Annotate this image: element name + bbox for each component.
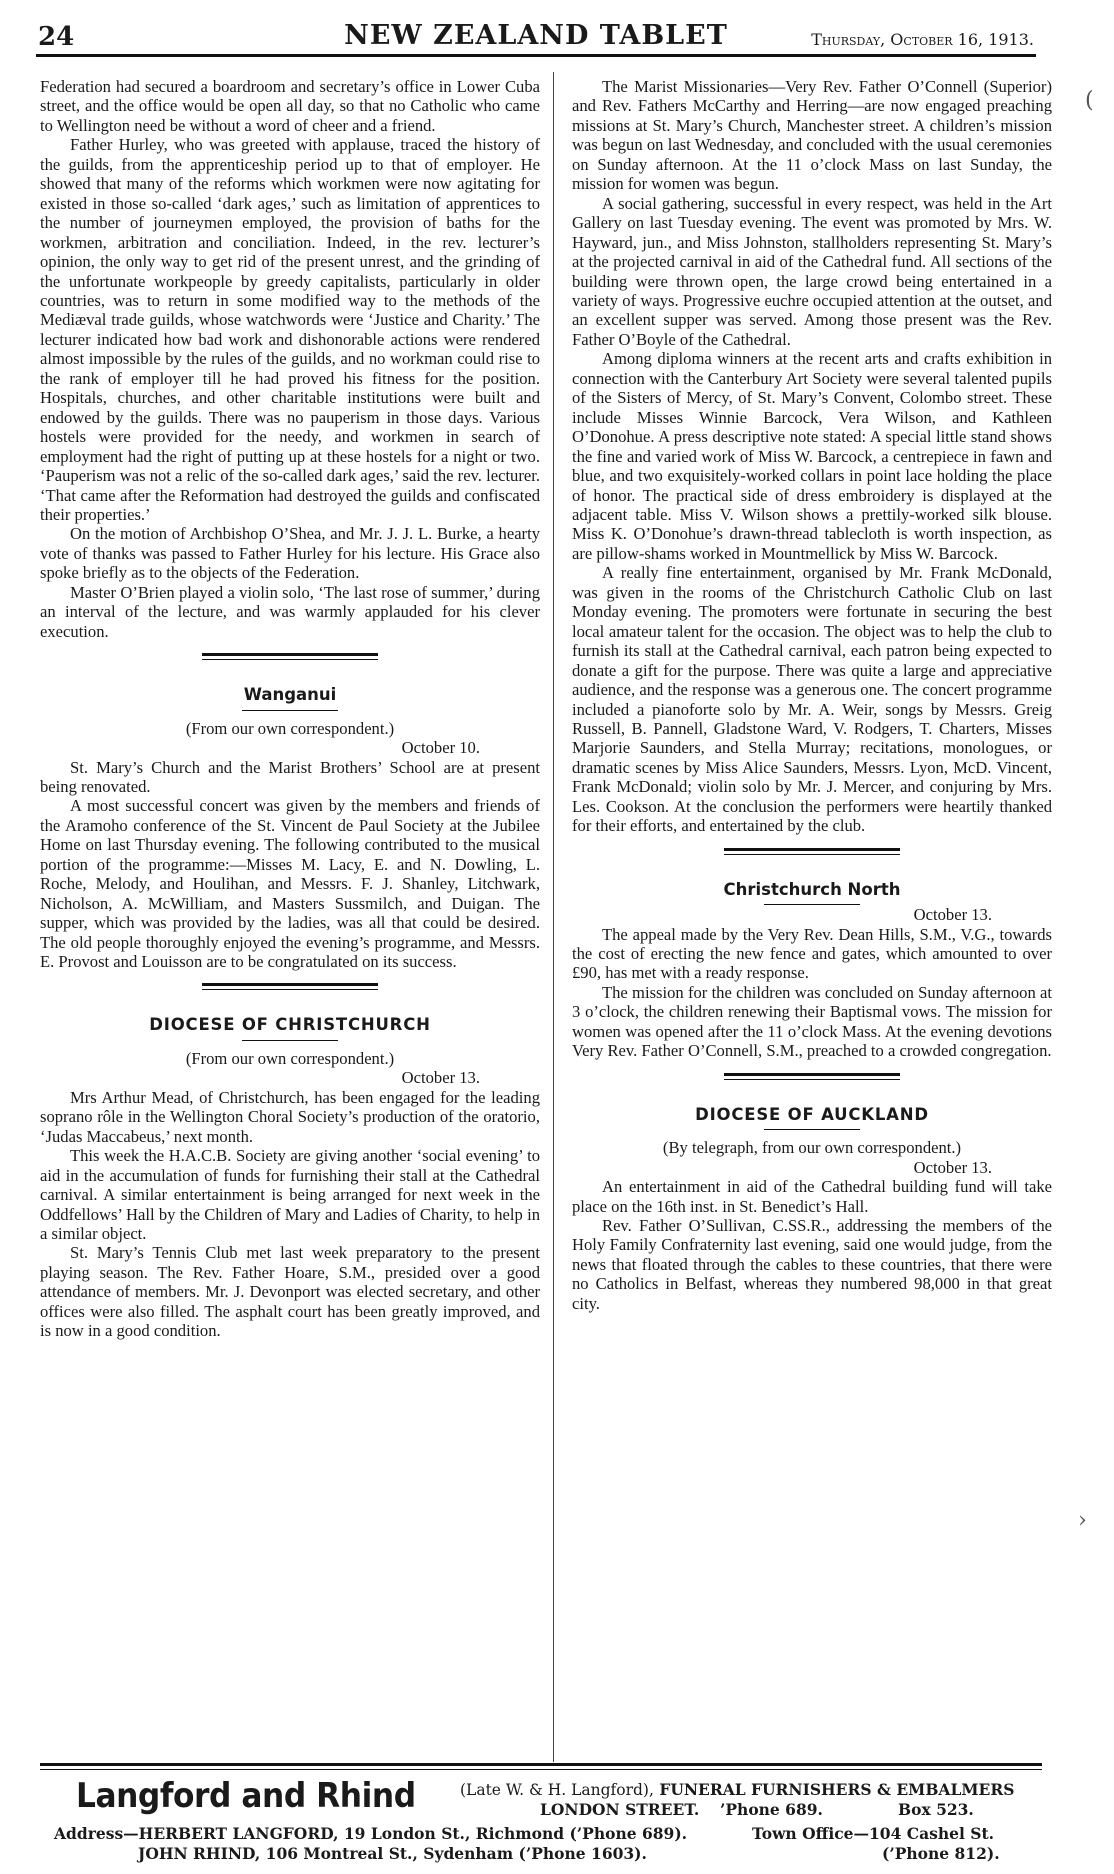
paragraph: On the motion of Archbishop O’Shea, and Mr. J. J. L. Burke, a hearty vote of thanks was passed to Father Hurley for his lecture. His Grace also spoke briefly as to the objects of the Federation. (40, 524, 540, 583)
section-heading-wanganui: Wanganui (243, 685, 337, 705)
paragraph: St. Mary’s Church and the Marist Brothers’ School are at present being renovated. (40, 757, 540, 796)
paragraph: Master O’Brien played a violin solo, ‘The last rose of summer,’ during an interval of the lecture, and was warmly applauded for his clever execution. (40, 582, 540, 641)
dateline: October 13. (401, 1068, 480, 1088)
paragraph: A most successful concert was given by the members and friends of the Aramoho conference of the St. Vincent de Paul Society at the Jubilee Home on last Thursday evening. The following contributed to the musical portion of the programme:—Misses M. Lacy, E. and N. Dowling, L. Roche, Melody, and Houlihan, and Messrs. F. J. Shanley, Litchwark, Nicholson, A. McWilliam, and Masters Sussmilch, and Duigan. The supper, which was provided by the ladies, was all that could be desired. The old people thoroughly enjoyed the evening’s programme, and Messrs. E. Provost and Louisson are to be congratulated on its success. (40, 796, 540, 972)
paragraph: Federation had secured a boardroom and secretary’s office in Lower Cuba street, and the office would be open all day, so that no Catholic who came to Wellington need be without a word of cheer and a friend. (40, 77, 540, 135)
advertiser-description (460, 1780, 1014, 1799)
paragraph: The appeal made by the Very Rev. Dean Hills, S.M., V.G., towards the cost of erecting the new fence and gates, which amounted to over £90, has met with a ready response. (572, 924, 1052, 983)
heading-rule (242, 710, 338, 711)
footer-rule (40, 1769, 1042, 1770)
paragraph: St. Mary’s Tennis Club met last week preparatory to the present playing season. The Rev. Father Hoare, S.M., presided over a good attendance of members. Mr. J. Devonport was elected secretary, and other offices were also filled. The asphalt court has been greatly improved, and is now in a good condition. (40, 1243, 540, 1341)
section-heading-christchurch: DIOCESE OF CHRISTCHURCH (149, 1015, 431, 1035)
correspondent-line: (By telegraph, from our own correspondent.) (662, 1138, 962, 1158)
paragraph: Among diploma winners at the recent arts and crafts exhibition in connection with the Canterbury Art Society were several talented pupils of the Sisters of Mercy, of St. Mary’s Convent, Colombo street. These include Misses Winnie Barcock, Vera Wilson, and Kathleen O’Donohue. A press descriptive note stated: A special little stand shows the fine and varied work of Miss W. Barcock, a centrepiece in fawn and blue, and two exquisitely-worked collars in point lace holding the place of honor. The practical side of dress embroidery is displayed at the adjacent table. Miss V. Wilson shows a prettily-worked silk blouse. Miss K. O’Donohue’s drawn-thread tablecloth is worth inspection, as are pillow-shams worked in Mountmellick by Miss W. Barcock. (572, 349, 1052, 563)
paragraph: A social gathering, successful in every respect, was held in the Art Gallery on last Tuesday evening. The event was promoted by Mrs. W. Hayward, jun., and Miss Johnston, stallholders representing St. Mary’s at the projected carnival in aid of the Cathedral fund. All sections of the building were thrown open, the large crowd being entertained in a variety of ways. Progressive euchre occupied attention at the outset, and an excellent supper was served. Among those present was the Rev. Father O’Boyle of the Cathedral. (572, 193, 1052, 349)
town-office-phone: (’Phone 812). (882, 1844, 1000, 1863)
publication-title: NEW ZEALAND TABLET (344, 20, 728, 51)
section-separator (202, 653, 378, 663)
section-heading-christchurch-north: Christchurch North (723, 879, 901, 899)
page-number: 24 (38, 22, 75, 52)
correspondent-line: (From our own correspondent.) (185, 1048, 395, 1068)
paragraph: The mission for the children was concluded on Sunday afternoon at 3 o’clock, the children renewing their Baptismal vows. The mission for women was opened after the 11 o’clock Mass. At the evening devotions Very Rev. Father O’Connell, S.M., preached to a crowded congregation. (572, 982, 1052, 1061)
footer-rule (40, 1763, 1042, 1766)
services: FUNERAL FURNISHERS & EMBALMERS (659, 1780, 1015, 1799)
section-separator (202, 983, 378, 993)
heading-rule (242, 1040, 338, 1041)
left-column (40, 77, 540, 1341)
advertiser-phone: ’Phone 689. (720, 1800, 823, 1819)
address-line-2: JOHN RHIND, 106 Montreal St., Sydenham (’Phone 1603). (138, 1844, 647, 1863)
column-divider (553, 72, 554, 1762)
advertiser-name: Langford and Rhind (76, 1776, 416, 1816)
heading-rule (764, 1129, 860, 1130)
margin-mark: › (1078, 1508, 1087, 1533)
advertiser-box: Box 523. (898, 1800, 974, 1819)
right-column (572, 77, 1052, 1313)
paragraph: Rev. Father O’Sullivan, C.SS.R., addressing the members of the Holy Family Confraternity last evening, said one would judge, from the news that floated through the cables to these countries, that there were no Catholics in Belfast, whereas they numbered 98,000 in that great city. (572, 1216, 1052, 1313)
section-separator (724, 1073, 900, 1083)
correspondent-line: (From our own correspondent.) (185, 718, 395, 738)
address-line-1: Address—HERBERT LANGFORD, 19 London St., Richmond (’Phone 689). (54, 1824, 688, 1843)
paragraph: The Marist Missionaries—Very Rev. Father O’Connell (Superior) and Rev. Fathers McCarthy and Herring—are now engaged preaching missions at St. Mary’s Church, Manchester street. A children’s mission was begun on last Wednesday, and concluded with the usual ceremonies on Sunday afternoon. At the 11 o’clock Mass on last Sunday, the mission for women was begun. (572, 77, 1052, 194)
paragraph: Mrs Arthur Mead, of Christchurch, has been engaged for the leading soprano rôle in the Wellington Choral Society’s production of the oratorio, ‘Judas Maccabeus,’ next month. (40, 1087, 540, 1146)
advertiser-street: LONDON STREET. (540, 1800, 700, 1819)
dateline: October 13. (913, 905, 992, 925)
paragraph: This week the H.A.C.B. Society are giving another ‘social evening’ to aid in the accumulation of funds for furnishing their stall at the Cathedral carnival. A similar entertainment is being arranged for next week in the Oddfellows’ Hall by the Children of Mary and Ladies of Charity, to help in a similar object. (40, 1146, 540, 1244)
paragraph: Father Hurley, who was greeted with applause, traced the history of the guilds, from the apprenticeship period up to that of employer. He showed that many of the reforms which workmen were now agitating for existed in those so-called ‘dark ages,’ such as limitation of apprentices to the number of journeymen employed, the provision of baths for the workmen, arbitration and conciliation. Indeed, in the rev. lecturer’s opinion, the only way to get rid of the present unrest, and the grinding of the unfortunate workpeople by greedy capitalists, particularly in older countries, was to return in some modified way to the methods of the Mediæval trade guilds, whose watchwords were ‘Justice and Charity.’ The lecturer indicated how bad work and dishonorable actions were rendered almost impossible by the rules of the guilds, and no workman could rise to the rank of employer till he had proved his fitness for the position. Hospitals, churches, and other charitable institutions were built and endowed by the guilds. There was no pauperism in those days. Various hostels were provided for the needy, and workmen in search of employment had the right of putting up at these hostels for a night or two. ‘Pauperism was not a relic of the so-called dark ages,’ said the rev. lecturer. ‘That came after the Reformation had destroyed the guilds and confiscated their properties.’ (40, 135, 540, 524)
paragraph: An entertainment in aid of the Cathedral building fund will take place on the 16th inst. in St. Benedict’s Hall. (572, 1177, 1052, 1216)
dateline: October 10. (401, 738, 480, 758)
town-office: Town Office—104 Cashel St. (752, 1824, 995, 1843)
advertisement (40, 1774, 1040, 1874)
section-separator (724, 848, 900, 858)
paragraph: A really fine entertainment, organised by Mr. Frank McDonald, was given in the rooms of the Christchurch Catholic Club on last Monday evening. The promoters were fortunate in securing the best local amateur talent for the occasion. The object was to help the club to furnish its stall at the Cathedral carnival, each patron being expected to donate a gift for the purpose. There was quite a large and appreciative audience, and the response was a generous one. The concert programme included a pianoforte solo by Mr. A. Weir, songs by Messrs. Greig Russell, B. Pannell, Gladstone Ward, V. Rodgers, T. Charters, Misses Marjorie Saunders, and Stella Murray; recitations, monologues, or dramatic scenes by Miss Alice Saunders, Messrs. Lyon, McD. Vincent, Frank McDonald; violin solo by Mr. J. Mercer, and conjuring by Mrs. Les. Cookson. At the conclusion the performers were heartily thanked for their efforts, and entertained by the club. (572, 563, 1052, 836)
margin-mark: ( (1085, 88, 1094, 113)
issue-date: Thursday, October 16, 1913. (811, 30, 1034, 49)
masthead (36, 16, 1036, 57)
former-name: (Late W. & H. Langford), (460, 1781, 654, 1799)
section-heading-auckland: DIOCESE OF AUCKLAND (695, 1104, 929, 1124)
dateline: October 13. (913, 1157, 992, 1177)
